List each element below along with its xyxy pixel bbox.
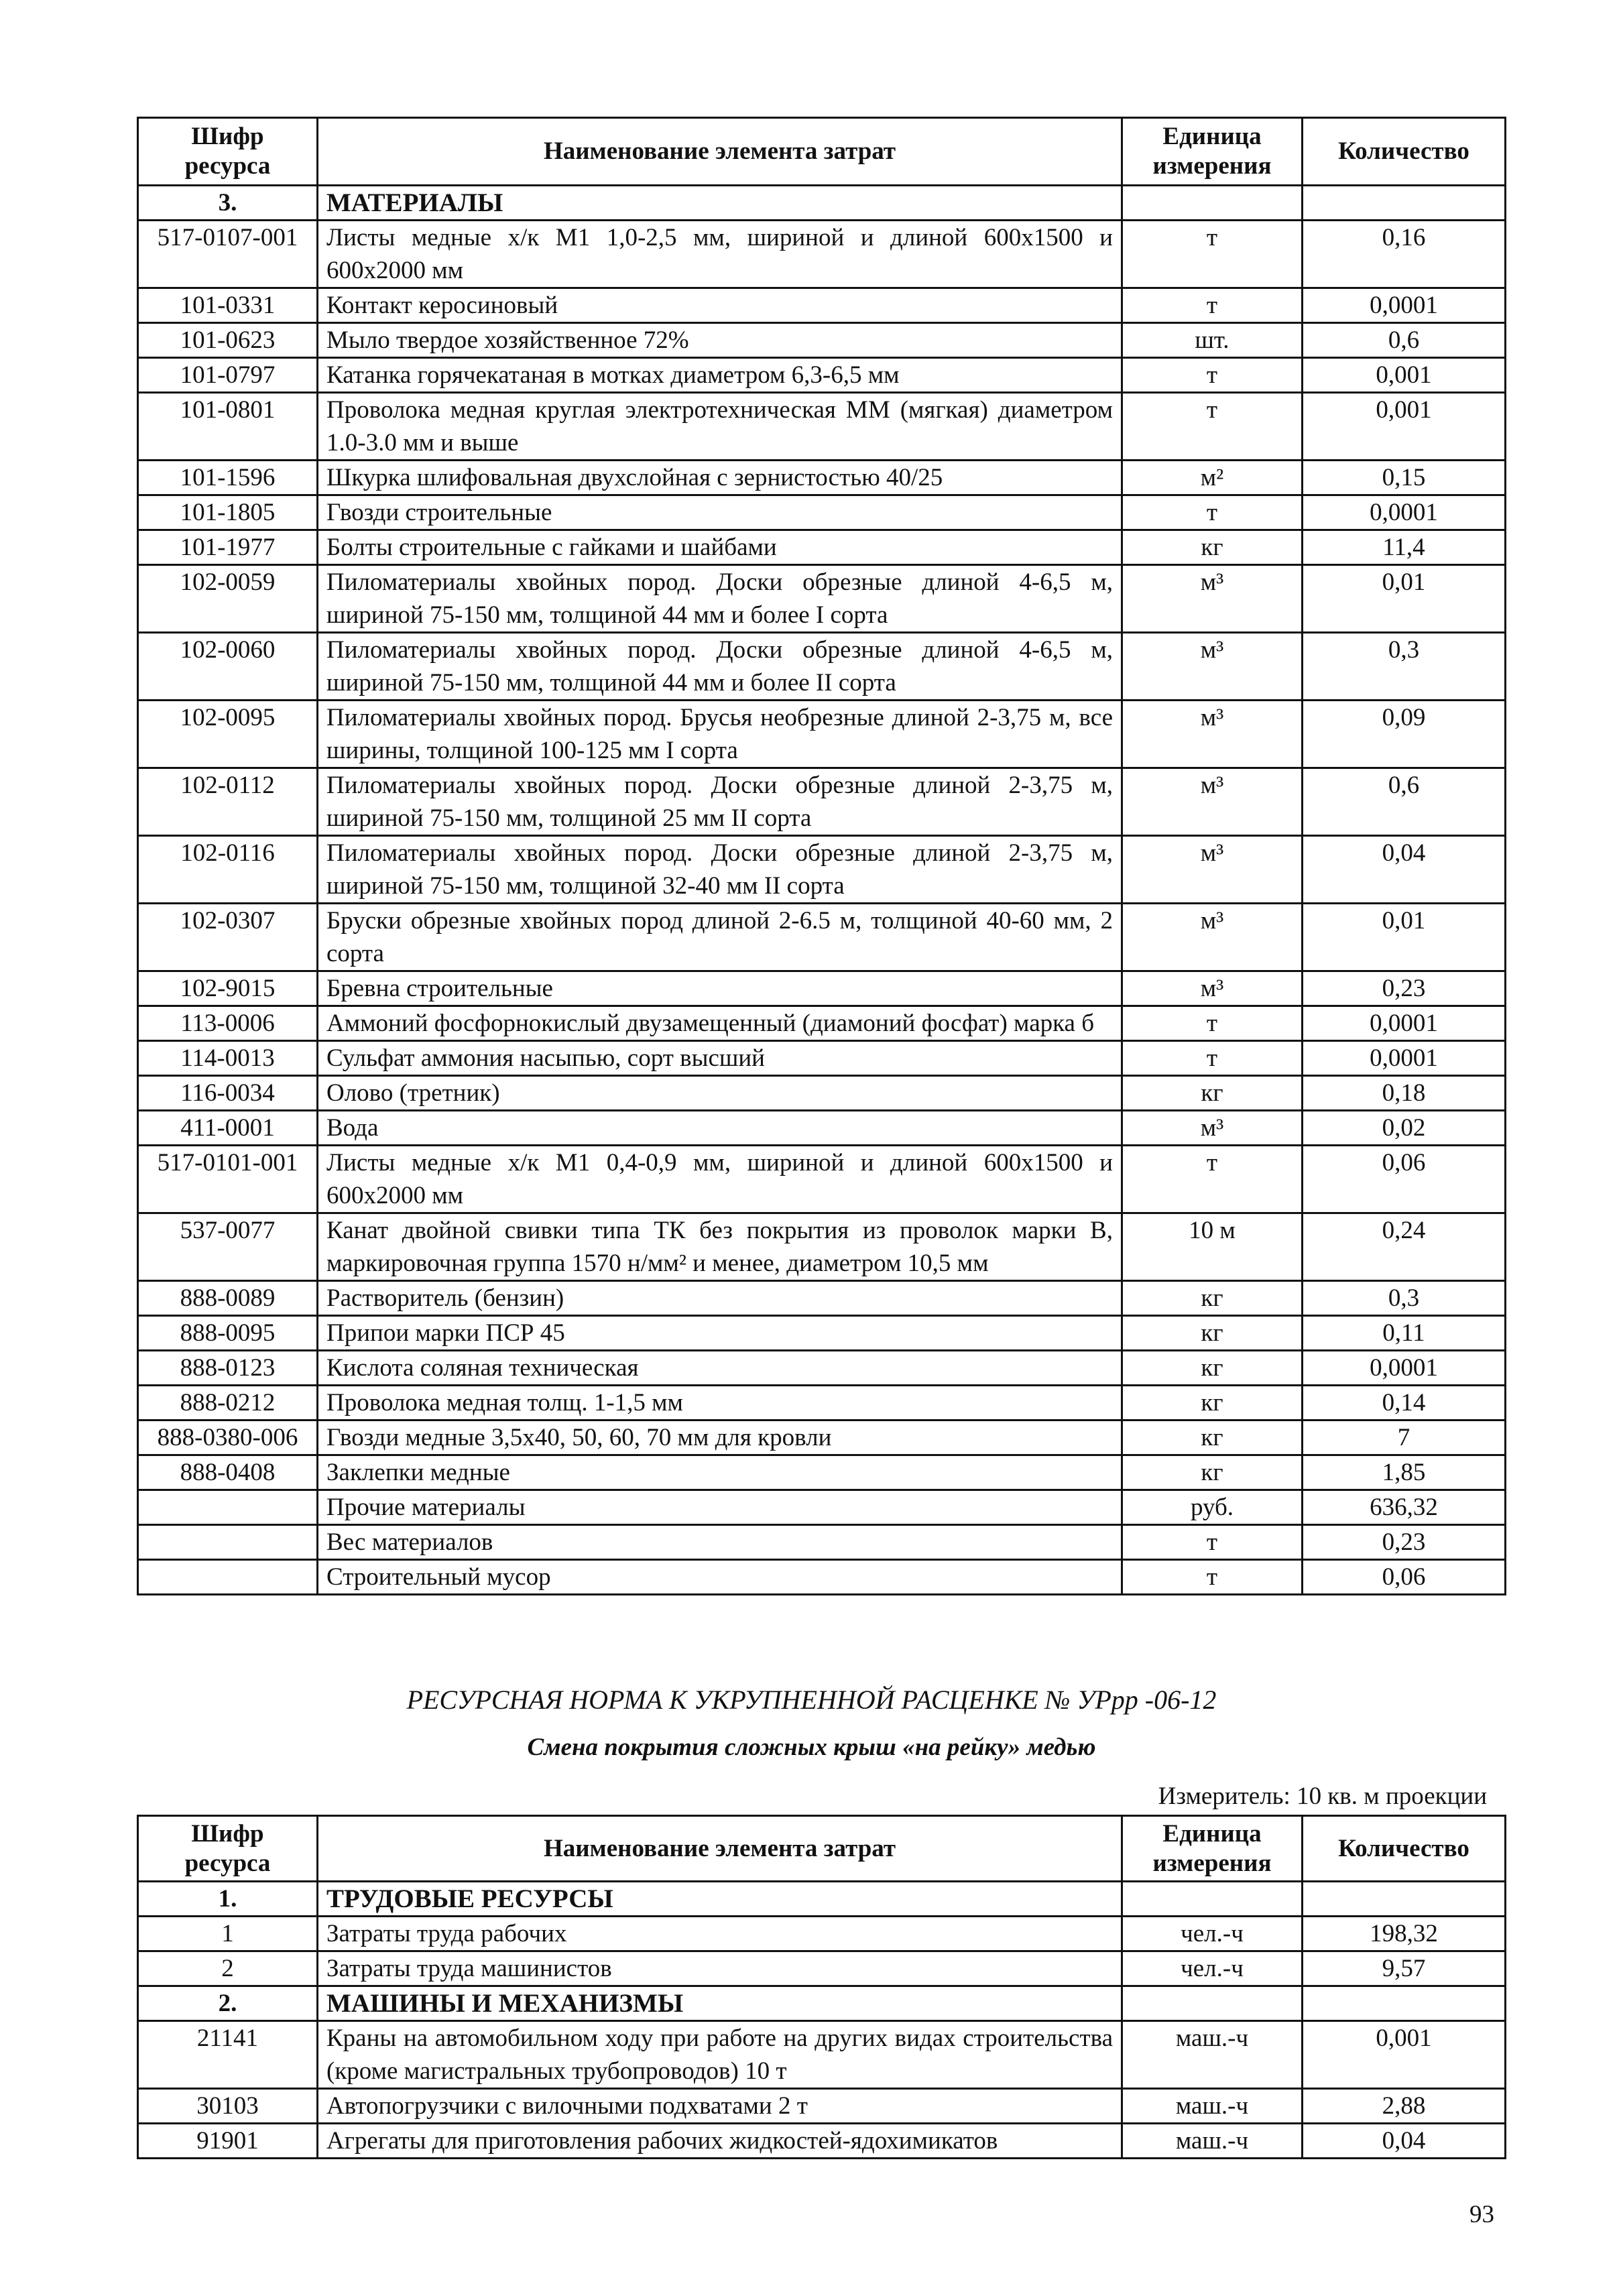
- resource-name: Гвозди медные 3,5х40, 50, 60, 70 мм для кровли: [318, 1421, 1122, 1455]
- table-row: [138, 288, 1506, 323]
- table-row: [138, 768, 1506, 836]
- resource-unit: 10 м: [1122, 1213, 1303, 1281]
- resource-unit: маш.-ч: [1122, 2124, 1303, 2159]
- resource-code: 102-0116: [138, 836, 318, 904]
- resource-unit: руб.: [1122, 1490, 1303, 1525]
- header-code: Шифр ресурса: [138, 118, 318, 186]
- table-row: [138, 495, 1506, 530]
- table-row: [138, 1316, 1506, 1351]
- resource-unit: кг: [1122, 1386, 1303, 1421]
- resource-name: Сульфат аммония насыпью, сорт высший: [318, 1041, 1122, 1076]
- resource-unit: м³: [1122, 565, 1303, 633]
- resource-name: Катанка горячекатаная в мотках диаметром 6,3-6,5 мм: [318, 358, 1122, 393]
- table-row: [138, 1111, 1506, 1146]
- resource-code: 888-0089: [138, 1281, 318, 1316]
- resource-unit: кг: [1122, 1421, 1303, 1455]
- resource-quantity: 0,0001: [1303, 1006, 1506, 1041]
- resource-code: 102-0095: [138, 701, 318, 768]
- resource-unit: м³: [1122, 633, 1303, 701]
- resource-unit: м³: [1122, 1111, 1303, 1146]
- resource-code: 30103: [138, 2089, 318, 2124]
- resource-quantity: 0,23: [1303, 971, 1506, 1006]
- resource-name: Листы медные х/к М1 1,0-2,5 мм, шириной и длиной 600х1500 и 600х2000 мм: [318, 221, 1122, 288]
- resource-code: 102-9015: [138, 971, 318, 1006]
- resource-unit: маш.-ч: [1122, 2021, 1303, 2089]
- resource-code: [138, 1525, 318, 1560]
- resource-quantity: 0,04: [1303, 836, 1506, 904]
- resource-code: 101-0801: [138, 393, 318, 461]
- header-name: Наименование элемента затрат: [318, 118, 1122, 186]
- resource-name: Мыло твердое хозяйственное 72%: [318, 323, 1122, 358]
- resource-unit: кг: [1122, 1455, 1303, 1490]
- section-title: ТРУДОВЫЕ РЕСУРСЫ: [318, 1882, 1122, 1917]
- header-unit: Единица измерения: [1122, 1816, 1303, 1882]
- resource-quantity: 0,06: [1303, 1560, 1506, 1595]
- resource-code: [138, 1490, 318, 1525]
- resource-unit: т: [1122, 1041, 1303, 1076]
- table-row: [138, 2021, 1506, 2089]
- resource-quantity: 0,01: [1303, 904, 1506, 971]
- resource-quantity: 9,57: [1303, 1951, 1506, 1986]
- resource-name: Вес материалов: [318, 1525, 1122, 1560]
- resource-code: 21141: [138, 2021, 318, 2089]
- resource-unit: кг: [1122, 1351, 1303, 1386]
- table-row: [138, 1525, 1506, 1560]
- table-row: [138, 2089, 1506, 2124]
- section-num: 3.: [138, 186, 318, 221]
- resource-name: Листы медные х/к М1 0,4-0,9 мм, шириной и длиной 600х1500 и 600х2000 мм: [318, 1146, 1122, 1213]
- section-title: МАШИНЫ И МЕХАНИЗМЫ: [318, 1986, 1122, 2021]
- resource-code: 888-0380-006: [138, 1421, 318, 1455]
- resource-quantity: 0,001: [1303, 358, 1506, 393]
- resource-quantity: 0,16: [1303, 221, 1506, 288]
- resource-unit: т: [1122, 1525, 1303, 1560]
- resource-code: 116-0034: [138, 1076, 318, 1111]
- resource-quantity: 0,6: [1303, 768, 1506, 836]
- resource-quantity: 7: [1303, 1421, 1506, 1455]
- resource-quantity: 0,23: [1303, 1525, 1506, 1560]
- resource-unit: т: [1122, 358, 1303, 393]
- table-row: [138, 1386, 1506, 1421]
- resource-quantity: 0,11: [1303, 1316, 1506, 1351]
- resource-code: 888-0123: [138, 1351, 318, 1386]
- resource-quantity: 0,6: [1303, 323, 1506, 358]
- table-row: [138, 323, 1506, 358]
- resource-unit: м³: [1122, 971, 1303, 1006]
- resource-name: Болты строительные с гайками и шайбами: [318, 530, 1122, 565]
- resource-code: 101-0331: [138, 288, 318, 323]
- resource-unit: чел.-ч: [1122, 1951, 1303, 1986]
- resource-name: Контакт керосиновый: [318, 288, 1122, 323]
- header-qty: Количество: [1303, 1816, 1506, 1882]
- resource-unit: кг: [1122, 530, 1303, 565]
- resource-unit: т: [1122, 1146, 1303, 1213]
- resource-code: [138, 1560, 318, 1595]
- resource-unit: маш.-ч: [1122, 2089, 1303, 2124]
- header-code: Шифр ресурса: [138, 1816, 318, 1882]
- resource-name: Пиломатериалы хвойных пород. Доски обрезные длиной 2-3,75 м, шириной 75-150 мм, толщиной 25 мм II сорта: [318, 768, 1122, 836]
- table-row: [138, 1951, 1506, 1986]
- resource-quantity: 0,0001: [1303, 1041, 1506, 1076]
- resource-name: Вода: [318, 1111, 1122, 1146]
- resource-quantity: 0,18: [1303, 1076, 1506, 1111]
- table-row: [138, 393, 1506, 461]
- resource-code: 888-0212: [138, 1386, 318, 1421]
- section-row-materials: [138, 186, 1506, 221]
- section-title: МАТЕРИАЛЫ: [318, 186, 1122, 221]
- resource-name: Затраты труда машинистов: [318, 1951, 1122, 1986]
- resource-name: Растворитель (бензин): [318, 1281, 1122, 1316]
- resource-code: 888-0408: [138, 1455, 318, 1490]
- resource-name: Гвозди строительные: [318, 495, 1122, 530]
- table-row: [138, 1917, 1506, 1951]
- resource-unit: м³: [1122, 701, 1303, 768]
- meter-label: Измеритель: 10 кв. м проекции: [1158, 1783, 1487, 1810]
- resource-name: Пиломатериалы хвойных пород. Доски обрезные длиной 2-3,75 м, шириной 75-150 мм, толщиной 32-40 мм II сорта: [318, 836, 1122, 904]
- resource-quantity: 0,0001: [1303, 288, 1506, 323]
- resource-unit: чел.-ч: [1122, 1917, 1303, 1951]
- table-row: [138, 701, 1506, 768]
- section-num: 2.: [138, 1986, 318, 2021]
- resource-unit: м³: [1122, 836, 1303, 904]
- resource-name: Пиломатериалы хвойных пород. Доски обрезные длиной 4-6,5 м, шириной 75-150 мм, толщиной 44 мм и более II сорта: [318, 633, 1122, 701]
- resource-unit: кг: [1122, 1281, 1303, 1316]
- norm-subtitle: Смена покрытия сложных крыш «на рейку» медью: [527, 1734, 1096, 1761]
- resource-unit: м³: [1122, 768, 1303, 836]
- norm-title: РЕСУРСНАЯ НОРМА К УКРУПНЕННОЙ РАСЦЕНКЕ № УРрр -06-12: [406, 1685, 1217, 1715]
- resource-name: Пиломатериалы хвойных пород. Брусья необрезные длиной 2-3,75 м, все ширины, толщиной 100-125 мм I сорта: [318, 701, 1122, 768]
- resource-code: 101-1805: [138, 495, 318, 530]
- table-row: [138, 221, 1506, 288]
- section-row-machines: [138, 1986, 1506, 2021]
- table-row: [138, 1490, 1506, 1525]
- resource-name: Заклепки медные: [318, 1455, 1122, 1490]
- resource-code: 91901: [138, 2124, 318, 2159]
- resources-table: [137, 1815, 1506, 2159]
- resource-name: Канат двойной свивки типа ТК без покрытия из проволок марки В, маркировочная группа 1570 н/мм² и менее, диаметром 10,5 мм: [318, 1213, 1122, 1281]
- resource-code: 888-0095: [138, 1316, 318, 1351]
- resource-name: Проволока медная толщ. 1-1,5 мм: [318, 1386, 1122, 1421]
- resource-name: Бруски обрезные хвойных пород длиной 2-6.5 м, толщиной 40-60 мм, 2 сорта: [318, 904, 1122, 971]
- resource-quantity: 0,14: [1303, 1386, 1506, 1421]
- materials-table: [137, 117, 1506, 1595]
- resource-code: 102-0112: [138, 768, 318, 836]
- resource-code: 114-0013: [138, 1041, 318, 1076]
- resource-name: Затраты труда рабочих: [318, 1917, 1122, 1951]
- resource-quantity: 0,3: [1303, 1281, 1506, 1316]
- resource-name: Припои марки ПСР 45: [318, 1316, 1122, 1351]
- resource-quantity: 2,88: [1303, 2089, 1506, 2124]
- table-row: [138, 836, 1506, 904]
- resource-unit: т: [1122, 495, 1303, 530]
- table-row: [138, 565, 1506, 633]
- resource-name: Прочие материалы: [318, 1490, 1122, 1525]
- table-row: [138, 1076, 1506, 1111]
- resource-quantity: 0,02: [1303, 1111, 1506, 1146]
- resource-code: 411-0001: [138, 1111, 318, 1146]
- resource-unit: т: [1122, 393, 1303, 461]
- resource-code: 113-0006: [138, 1006, 318, 1041]
- table-row: [138, 1455, 1506, 1490]
- resource-code: 517-0101-001: [138, 1146, 318, 1213]
- resource-name: Бревна строительные: [318, 971, 1122, 1006]
- resource-unit: кг: [1122, 1316, 1303, 1351]
- table-row: [138, 633, 1506, 701]
- section-num: 1.: [138, 1882, 318, 1917]
- resource-quantity: 0,24: [1303, 1213, 1506, 1281]
- resource-quantity: 0,0001: [1303, 495, 1506, 530]
- resource-quantity: 0,04: [1303, 2124, 1506, 2159]
- table-row: [138, 1351, 1506, 1386]
- resource-unit: т: [1122, 1006, 1303, 1041]
- resource-name: Шкурка шлифовальная двухслойная с зернистостью 40/25: [318, 461, 1122, 495]
- resource-code: 102-0060: [138, 633, 318, 701]
- resource-quantity: 1,85: [1303, 1455, 1506, 1490]
- resource-code: 537-0077: [138, 1213, 318, 1281]
- resource-code: 102-0059: [138, 565, 318, 633]
- resource-quantity: 0,01: [1303, 565, 1506, 633]
- resource-name: Аммоний фосфорнокислый двузамещенный (диамоний фосфат) марка б: [318, 1006, 1122, 1041]
- header-name: Наименование элемента затрат: [318, 1816, 1122, 1882]
- resource-quantity: 636,32: [1303, 1490, 1506, 1525]
- table-row: [138, 1006, 1506, 1041]
- table-row: [138, 1421, 1506, 1455]
- resource-name: Краны на автомобильном ходу при работе на других видах строительства (кроме магистральных трубопроводов) 10 т: [318, 2021, 1122, 2089]
- table-row: [138, 461, 1506, 495]
- resource-quantity: 0,0001: [1303, 1351, 1506, 1386]
- table-row: [138, 2124, 1506, 2159]
- resource-quantity: 0,06: [1303, 1146, 1506, 1213]
- header-unit: Единица измерения: [1122, 118, 1303, 186]
- table-row: [138, 1213, 1506, 1281]
- resource-code: 517-0107-001: [138, 221, 318, 288]
- resource-quantity: 0,09: [1303, 701, 1506, 768]
- table-row: [138, 358, 1506, 393]
- resource-name: Проволока медная круглая электротехническая ММ (мягкая) диаметром 1.0-3.0 мм и выше: [318, 393, 1122, 461]
- resource-quantity: 0,001: [1303, 2021, 1506, 2089]
- resource-code: 102-0307: [138, 904, 318, 971]
- resource-name: Агрегаты для приготовления рабочих жидкостей-ядохимикатов: [318, 2124, 1122, 2159]
- resource-name: Кислота соляная техническая: [318, 1351, 1122, 1386]
- resource-unit: т: [1122, 221, 1303, 288]
- resource-quantity: 11,4: [1303, 530, 1506, 565]
- resource-quantity: 198,32: [1303, 1917, 1506, 1951]
- section-row-labor: [138, 1882, 1506, 1917]
- resource-unit: шт.: [1122, 323, 1303, 358]
- table-row: [138, 1560, 1506, 1595]
- resource-unit: т: [1122, 288, 1303, 323]
- table-row: [138, 1281, 1506, 1316]
- resource-quantity: 0,15: [1303, 461, 1506, 495]
- table-row: [138, 530, 1506, 565]
- resource-quantity: 0,001: [1303, 393, 1506, 461]
- resource-code: 101-0797: [138, 358, 318, 393]
- resource-name: Олово (третник): [318, 1076, 1122, 1111]
- resource-name: Строительный мусор: [318, 1560, 1122, 1595]
- table-row: [138, 1041, 1506, 1076]
- table-row: [138, 971, 1506, 1006]
- resource-unit: м²: [1122, 461, 1303, 495]
- resource-name: Пиломатериалы хвойных пород. Доски обрезные длиной 4-6,5 м, шириной 75-150 мм, толщиной 44 мм и более I сорта: [318, 565, 1122, 633]
- resource-code: 101-1596: [138, 461, 318, 495]
- header-qty: Количество: [1303, 118, 1506, 186]
- resource-quantity: 0,3: [1303, 633, 1506, 701]
- resource-unit: т: [1122, 1560, 1303, 1595]
- resource-code: 1: [138, 1917, 318, 1951]
- table-row: [138, 904, 1506, 971]
- resource-name: Автопогрузчики с вилочными подхватами 2 т: [318, 2089, 1122, 2124]
- resource-unit: кг: [1122, 1076, 1303, 1111]
- resource-code: 2: [138, 1951, 318, 1986]
- resource-code: 101-1977: [138, 530, 318, 565]
- page-number: 93: [1469, 2201, 1494, 2228]
- table-row: [138, 1146, 1506, 1213]
- resource-unit: м³: [1122, 904, 1303, 971]
- resource-code: 101-0623: [138, 323, 318, 358]
